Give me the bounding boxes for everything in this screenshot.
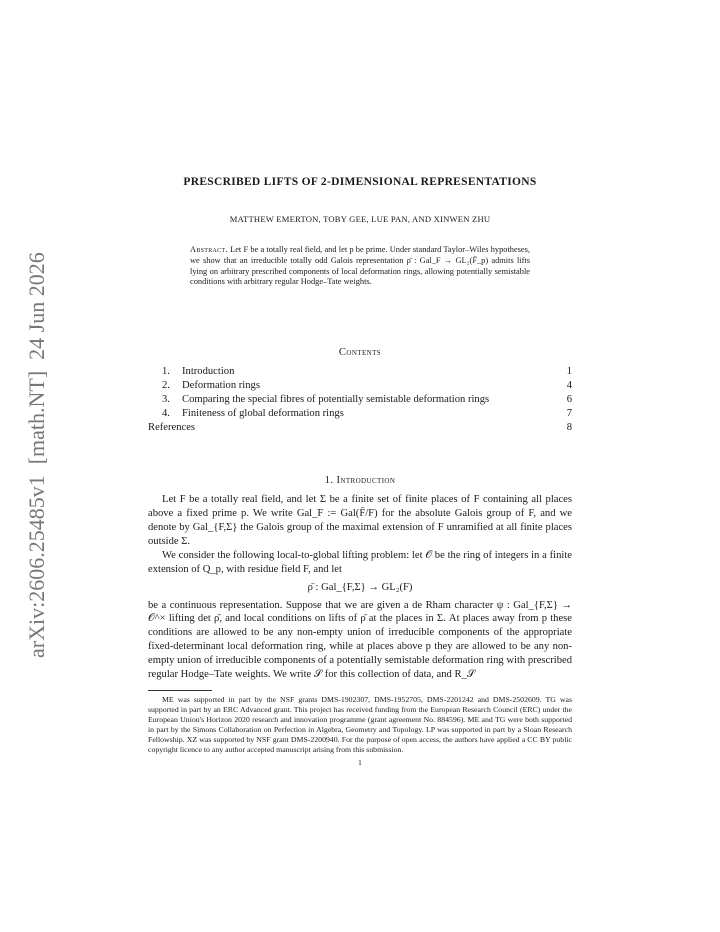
toc-entry-title: References bbox=[148, 422, 196, 434]
author-list: MATTHEW EMERTON, TOBY GEE, LUE PAN, AND XINWEN ZHU bbox=[229, 214, 491, 224]
toc-entry-number: 3. bbox=[162, 394, 170, 406]
toc-entry-title: Finiteness of global deformation rings bbox=[182, 408, 344, 420]
paragraph: We consider the following local-to-global lifting problem: let 𝒪 be the ring of integers in a finite extension of Q_p, with residue field F, and let bbox=[148, 549, 572, 575]
abstract-text: Let F be a totally real field, and let p be prime. Under standard Taylor–Wiles hypotheses, we show that an irreducible totally odd Galois representation ρ̄ : Gal_F → GL₂(F̄_p) admits lifts lying on arbitrary prescribed components of local deformation rings, allowing potentially semistable conditions with arbitrary regular Hodge–Tate weights. bbox=[190, 245, 531, 287]
toc-entry[interactable] bbox=[148, 379, 572, 393]
introduction-body bbox=[148, 493, 572, 682]
toc-entry-title: Comparing the special fibres of potentially semistable deformation rings bbox=[182, 394, 490, 406]
toc-entry[interactable] bbox=[148, 365, 572, 379]
contents-heading: Contents bbox=[338, 347, 382, 359]
arxiv-identifier-stamp bbox=[14, 248, 54, 658]
toc-entry-number: 4. bbox=[162, 408, 170, 420]
toc-entry-title: Deformation rings bbox=[182, 380, 260, 392]
toc-entry-number: 2. bbox=[162, 380, 170, 392]
table-of-contents bbox=[148, 365, 572, 435]
footnote-divider bbox=[148, 690, 212, 691]
paragraph: be a continuous representation. Suppose that we are given a de Rham character ψ : Gal_{F,Σ} → 𝒪^× lifting det ρ̄, and local conditions on lifts of ρ̄ at the places in Σ. At places away from p these conditions are allowed to be any non-empty union of irreducible components of the appropriate fixed-determinant local deformation ring, while at places above p they are allowed to be any non-empty union of irreducible components of a potentially semistable deformation ring with prescribed regular Hodge–Tate weights. We write 𝒮 for this collection of data, and R_𝒮 bbox=[148, 599, 572, 681]
toc-entry-page: 8 bbox=[566, 422, 572, 434]
paragraph: Let F be a totally real field, and let Σ be a finite set of finite places of F containing all places above a fixed prime p. We write Gal_F := Gal(F̄/F) for the absolute Galois group of F, and we denote by Gal_{F,Σ} the Galois group of the maximal extension of F unramified at all finite places outside Σ. bbox=[148, 494, 572, 547]
abstract bbox=[190, 245, 530, 288]
paper-page bbox=[148, 168, 572, 767]
arxiv-identifier-text: arXiv:2606.25485v1 [math.NT] 24 Jun 2026 bbox=[24, 252, 49, 658]
paper-title: PRESCRIBED LIFTS OF 2-DIMENSIONAL REPRESENTATIONS bbox=[183, 176, 537, 188]
toc-entry-page: 1 bbox=[566, 366, 572, 378]
toc-entry-title: Introduction bbox=[182, 366, 235, 378]
toc-entry[interactable] bbox=[148, 393, 572, 407]
toc-entry-number: 1. bbox=[162, 366, 170, 378]
introduction-heading: 1. Introduction bbox=[324, 475, 396, 487]
funding-footnote: ME was supported in part by the NSF grants DMS-1902307, DMS-1952705, DMS-2201242 and DMS-2502609. TG was supported in part by an ERC Advanced grant. This project has received funding from the European Research Council (ERC) under the European Union's Horizon 2020 research and innovation programme (grant agreement No. 884596). ME and TG were both supported in part by the Simons Collaboration on Perfection in Algebra, Geometry and Topology. LP was supported in part by a Sloan Research Fellowship. XZ was supported by NSF grant DMS-2200940. For the purpose of open access, the authors have applied a CC BY public copyright licence to any author accepted manuscript arising from this submission. bbox=[148, 694, 572, 754]
abstract-label: Abstract. bbox=[190, 245, 228, 254]
toc-entry[interactable] bbox=[148, 407, 572, 421]
page-number: 1 bbox=[358, 758, 362, 768]
toc-entry-page: 4 bbox=[566, 380, 572, 392]
toc-entry-references[interactable] bbox=[148, 421, 572, 435]
toc-entry-page: 6 bbox=[566, 394, 572, 406]
toc-entry-page: 7 bbox=[566, 408, 572, 420]
display-equation: ρ̄ : Gal_{F,Σ} → GL₂(F) bbox=[307, 581, 413, 593]
